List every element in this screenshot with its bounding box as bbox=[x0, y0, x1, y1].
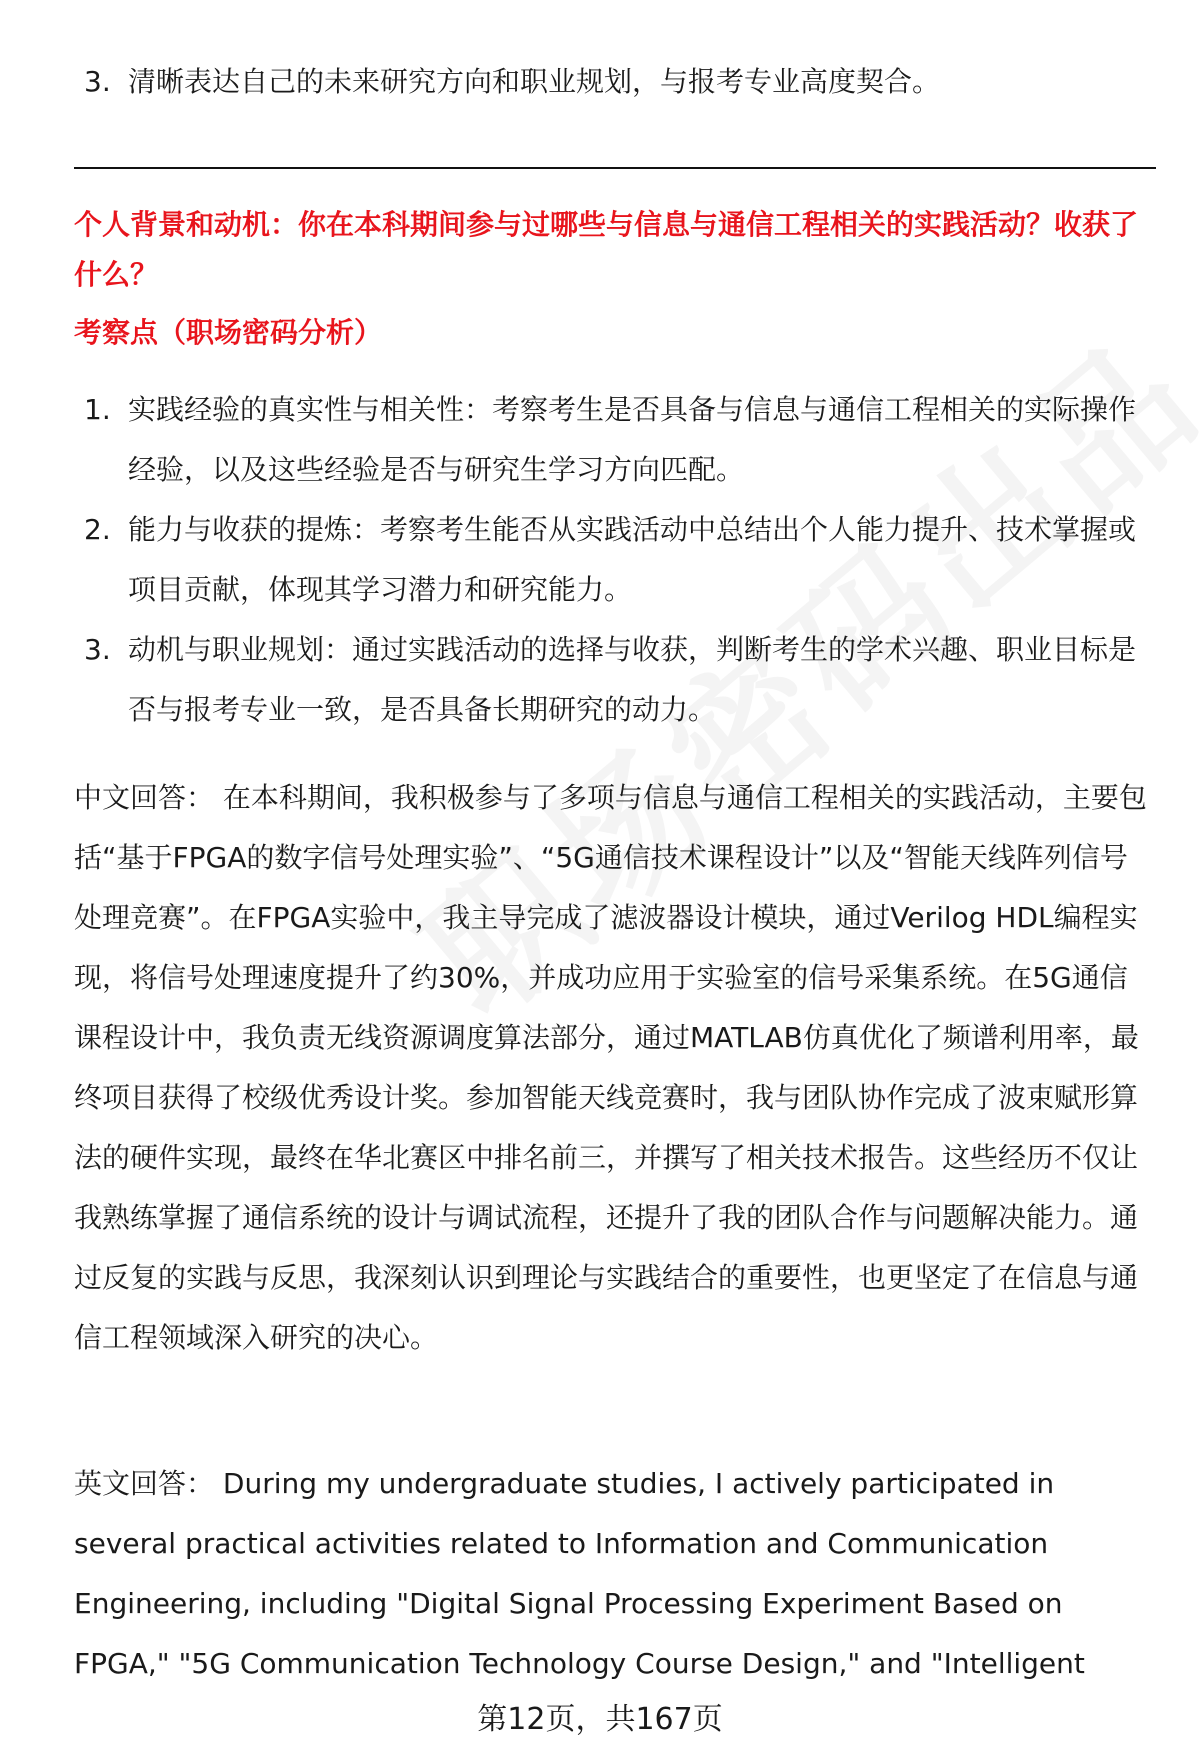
page-number: 第12页，共167页 bbox=[477, 1702, 723, 1737]
english-answer-text: During my undergraduate studies, I actively participated in several practical activities related to Information and Communication Engineering, including "Digital Signal Processing Experiment Based on FPGA," "5G Communication Technology Course Design," and "Intelligent bbox=[74, 1467, 1085, 1680]
question-title: 个人背景和动机：你在本科期间参与过哪些与信息与通信工程相关的实践活动？收获了什么？ bbox=[74, 208, 1139, 291]
list-number: 3. bbox=[84, 633, 111, 666]
chinese-answer-label: 中文回答： bbox=[74, 781, 215, 814]
english-answer bbox=[74, 1454, 1154, 1694]
analysis-item-3 bbox=[84, 620, 1154, 740]
analysis-heading: 考察点（职场密码分析） bbox=[74, 316, 383, 349]
list-number: 1. bbox=[84, 393, 111, 426]
list-text: 实践经验的真实性与相关性：考察考生是否具备与信息与通信工程相关的实际操作经验，以及这些经验是否与研究生学习方向匹配。 bbox=[128, 393, 1137, 486]
analysis-item-2 bbox=[84, 500, 1154, 620]
analysis-item-1 bbox=[84, 380, 1154, 500]
list-text: 清晰表达自己的未来研究方向和职业规划，与报考专业高度契合。 bbox=[128, 65, 941, 98]
chinese-answer bbox=[74, 768, 1154, 1368]
list-number: 3. bbox=[84, 65, 111, 98]
list-text: 动机与职业规划：通过实践活动的选择与收获，判断考生的学术兴趣、职业目标是否与报考专业一致，是否具备长期研究的动力。 bbox=[128, 633, 1137, 726]
section-divider bbox=[74, 167, 1156, 169]
list-number: 2. bbox=[84, 513, 111, 546]
chinese-answer-text: 在本科期间，我积极参与了多项与信息与通信工程相关的实践活动，主要包括“基于FPGA的数字信号处理实验”、“5G通信技术课程设计”以及“智能天线阵列信号处理竞赛”。在FPGA实验中，我主导完成了滤波器设计模块，通过Verilog HDL编程实现，将信号处理速度提升了约30%，并成功应用于实验室的信号采集系统。在5G通信课程设计中，我负责无线资源调度算法部分，通过MATLAB仿真优化了频谱利用率，最终项目获得了校级优秀设计奖。参加智能天线竞赛时，我与团队协作完成了波束赋形算法的硬件实现，最终在华北赛区中排名前三，并撰写了相关技术报告。这些经历不仅让我熟练掌握了通信系统的设计与调试流程，还提升了我的团队合作与问题解决能力。通过反复的实践与反思，我深刻认识到理论与实践结合的重要性，也更坚定了在信息与通信工程领域深入研究的决心。 bbox=[74, 781, 1147, 1354]
list-item bbox=[84, 52, 1154, 112]
english-answer-label: 英文回答： bbox=[74, 1467, 215, 1500]
list-text: 能力与收获的提炼：考察考生能否从实践活动中总结出个人能力提升、技术掌握或项目贡献，体现其学习潜力和研究能力。 bbox=[128, 513, 1137, 606]
